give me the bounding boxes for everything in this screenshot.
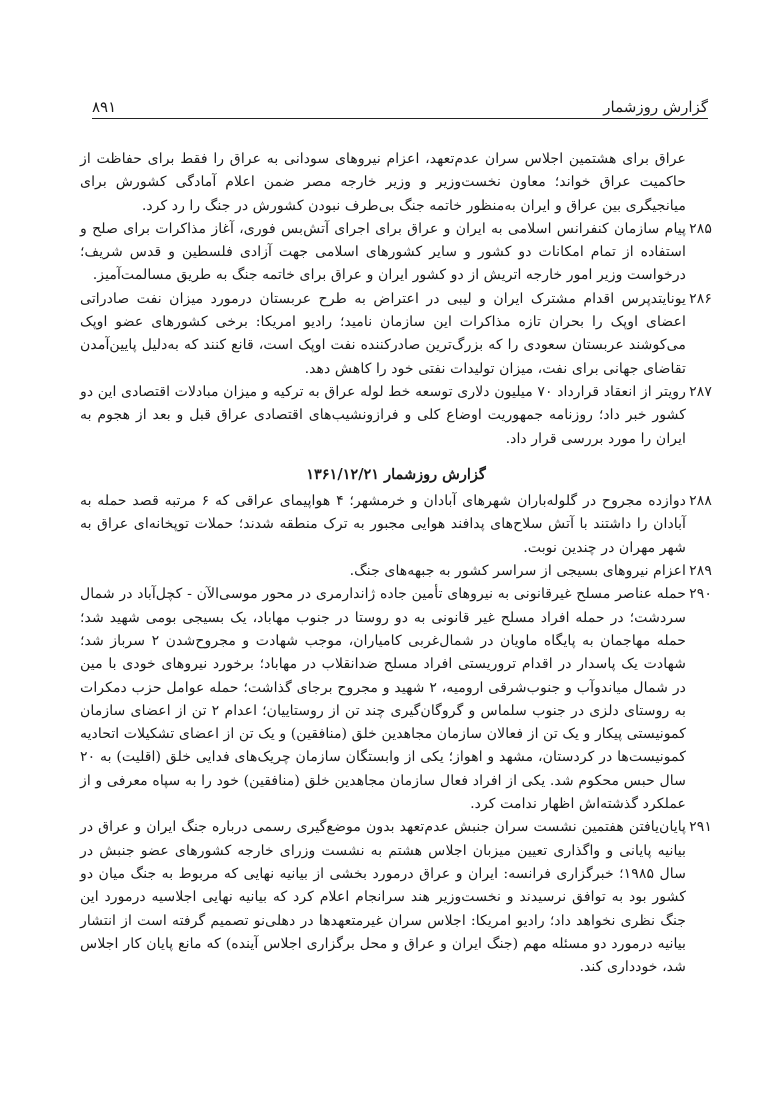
continued-paragraph-text: عراق برای هشتمین اجلاس سران عدم‌تعهد، اعزام نیروهای سودانی به عراق را فقط برای حفاظت از حاکمیت عراق خواند؛ معاون نخست‌وزیر و وزیر خارجه مصر ضمن اعلام آمادگی کشورش برای میانجیگری بین عراق و ایران به‌منظور خاتمه جنگ بی‌طرف نبودن کشورش در جنگ را رد کرد. (80, 151, 686, 214)
report-entry-285 (80, 218, 712, 288)
entry-number: ۲۸۷ (689, 383, 712, 400)
entry-text: پایان‌یافتن هفتمین نشست سران جنبش عدم‌تعهد بدون موضع‌گیری رسمی درباره جنگ ایران و عراق در بیانیه پایانی و واگذاری تعیین میزبان اجلاس هشتم به نشست وزرای خارجه کشورهای عضو جنبش در سال ۱۹۸۵؛ خبرگزاری فرانسه: ایران و عراق درمورد بخشی از بیانیه نهایی که مربوط به جنگ میان دو کشور بود به توافق نرسیدند و نخست‌وزیر هند سرانجام اعلام کرد که بیانیه نهایی اجلاسیه درمورد این جنگ نظری نخواهد داد؛ رادیو امریکا: اجلاس سران غیرمتعهدها در دهلی‌نو تصمیم گرفته است از انتشار بیانیه درمورد دو مسئله مهم (جنگ ایران و عراق و محل برگزاری اجلاس آینده) که مانع پایان کار اجلاس شد، خودداری کند. (80, 819, 686, 976)
report-entry-289 (80, 560, 712, 583)
entry-number: ۲۹۱ (689, 819, 712, 836)
entry-text: پیام سازمان کنفرانس اسلامی به ایران و عراق برای اجرای آتش‌بس فوری، آغاز مذاکرات برای صلح و استفاده از تمام امکانات دو کشور و سایر کشورهای اسلامی جهت آزادی فلسطین و قدس شریف؛ درخواست وزیر امور خارجه اتریش از دو کشور ایران و عراق برای خاتمه جنگ به طریق مسالمت‌آمیز. (80, 220, 686, 284)
entry-text: حمله عناصر مسلح غیرقانونی به نیروهای تأمین جاده ژاندارمری در محور موسی‌الآن - کچل‌آباد در شمال سردشت؛ در حمله افراد مسلح غیر قانونی به دو روستا در جنوب مهاباد، یک بسیجی بومی شهید شد؛ حمله مهاجمان به پایگاه ماویان در شمال‌غربی کامیاران، موجب شهادت و مجروح‌شدن ۲ سرباز شد؛ شهادت یک پاسدار در اقدام تروریستی افراد مسلح ضدانقلاب در مهاباد؛ برخورد نیروهای خودی با مین در شمال میاندوآب و جنوب‌شرقی ارومیه، ۲ شهید و مجروح برجای گذاشت؛ حمله عوامل حزب دمکرات به روستای دلزی در جنوب سلماس و گروگان‌گیری چند تن از روستاییان؛ اعدام ۲ تن از اعضای سازمان کمونیستی پیکار و یک تن از فعالان سازمان مجاهدین خلق (منافقین) و یک تن از اعضای تشکیلات اتحادیه کمونیست‌ها در کردستان، مشهد و اهواز؛ یکی از وابستگان سازمان چریک‌های فدایی خلق (اقلیت) به ۲۰ سال حبس محکوم شد. یکی از افراد فعال سازمان مجاهدین خلق (منافقین) خود را به سپاه معرفی و از عملکرد گذشته‌اش اظهار ندامت کرد. (80, 586, 687, 813)
entry-number: ۲۹۰ (689, 586, 712, 603)
continued-paragraph (80, 148, 712, 218)
report-entry-290 (80, 583, 712, 816)
running-title: گزارش روزشمار (603, 98, 708, 116)
entry-text: یونایتدپرس اقدام مشترک ایران و لیبی در اعتراض به طرح عربستان درمورد میزان نفت صادراتی اعضای اوپک را بحران تازه مذاکرات این سازمان نامید؛ رادیو امریکا: برخی کشورهای عضو اوپک می‌کوشند عربستان سعودی را که بزرگ‌ترین صادرکننده نفت اوپک است، قانع کنند که به‌دلیل پایین‌آمدن تقاضای جهانی برای نفت، میزان تولیدات نفتی خود را کاهش دهد. (80, 290, 686, 377)
entry-text: اعزام نیروهای بسیجی از سراسر کشور به جبهه‌های جنگ. (349, 563, 686, 580)
entry-number: ۲۸۹ (689, 563, 712, 580)
report-entry-288 (80, 490, 712, 560)
entry-text: دوازده مجروح در گلوله‌باران شهرهای آبادان و خرمشهر؛ ۴ هواپیمای عراقی که ۶ مرتبه قصد حمله به آبادان را داشتند با آتش سلاح‌های پدافند هوایی مجبور به ترک منطقه شدند؛ حملات توپخانه‌ای عراق به شهر مهران در چندین نوبت. (80, 493, 686, 556)
report-entry-286 (80, 288, 712, 381)
report-entry-287 (80, 381, 712, 451)
report-body (80, 148, 712, 979)
running-header (92, 88, 708, 119)
page-number: ۸۹۱ (92, 98, 117, 116)
entry-number: ۲۸۶ (689, 290, 712, 307)
report-entry-291 (80, 816, 712, 979)
section-heading: گزارش روزشمار ۱۳۶۱/۱۲/۲۱ (306, 465, 486, 483)
entry-text: رویتر از انعقاد قرارداد ۷۰ میلیون دلاری توسعه خط لوله عراق به ترکیه و میزان مبادلات اقتصادی این دو کشور خبر داد؛ روزنامه جمهوریت اوضاع کلی و فرازونشیب‌های اقتصادی عراق قبل و بعد از هجوم به ایران را مورد بررسی قرار داد. (80, 383, 686, 447)
entry-number: ۲۸۵ (689, 220, 712, 237)
entry-number: ۲۸۸ (689, 493, 712, 510)
